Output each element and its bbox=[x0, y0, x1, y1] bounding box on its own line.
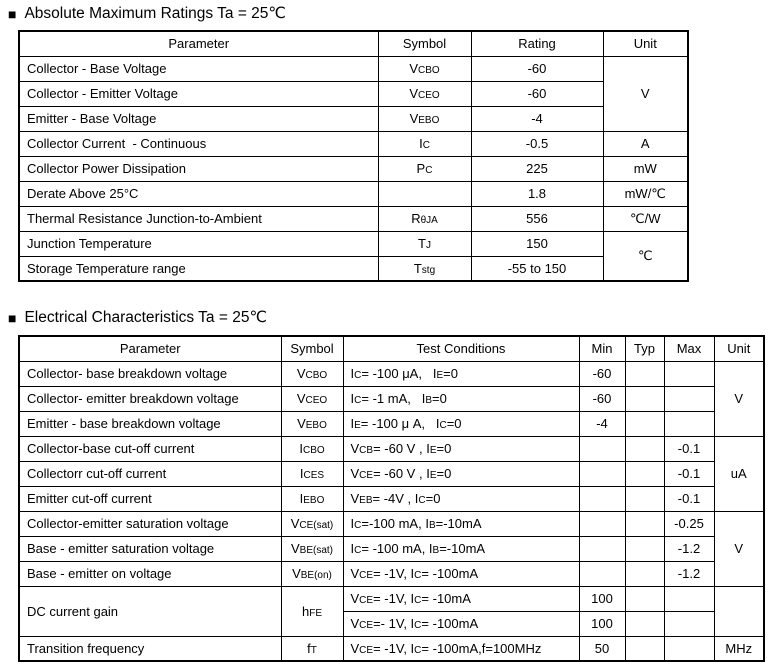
symbol-text: V bbox=[350, 466, 360, 481]
symbol-subscript: C bbox=[425, 165, 433, 176]
symbol-text: I bbox=[432, 366, 437, 381]
symbol-text: I bbox=[419, 136, 423, 151]
symbol-subscript: C bbox=[418, 495, 426, 506]
max-cell bbox=[664, 636, 714, 661]
symbol-text: = -100 μ A, bbox=[360, 416, 436, 431]
table-row bbox=[19, 81, 688, 106]
symbol-subscript: CE bbox=[359, 620, 374, 631]
symbol-subscript: C bbox=[354, 370, 362, 381]
symbol-cell bbox=[281, 636, 343, 661]
symbol-subscript: CBO bbox=[305, 370, 328, 381]
symbol-text: I bbox=[299, 441, 303, 456]
symbol-text: h bbox=[301, 603, 310, 619]
symbol-text: = -1 mA, bbox=[361, 391, 422, 406]
min-cell: 50 bbox=[579, 636, 625, 661]
symbol-text: =0 bbox=[436, 466, 452, 481]
symbol-text: I bbox=[350, 391, 355, 406]
symbol-text: V bbox=[292, 566, 301, 581]
symbol-text: = -100 μA, bbox=[361, 366, 433, 381]
min-cell: 100 bbox=[579, 586, 625, 611]
test-conditions-cell bbox=[343, 511, 579, 536]
symbol-cell bbox=[281, 361, 343, 386]
symbol-text: I bbox=[410, 591, 415, 606]
symbol-subscript: B bbox=[432, 545, 440, 556]
symbol-text: = -100mA bbox=[421, 616, 479, 631]
symbol-subscript: B bbox=[425, 395, 432, 406]
symbol-cell bbox=[378, 181, 471, 206]
typ-cell bbox=[625, 411, 664, 436]
table-row bbox=[19, 386, 764, 411]
rating-cell: 150 bbox=[471, 231, 603, 256]
symbol-text: = -1V, bbox=[373, 566, 411, 581]
symbol-text: V bbox=[409, 111, 419, 126]
unit-cell: ℃ bbox=[603, 231, 688, 281]
typ-cell bbox=[625, 536, 664, 561]
max-cell bbox=[664, 361, 714, 386]
symbol-text: I bbox=[426, 441, 430, 456]
symbol-cell bbox=[281, 411, 343, 436]
header-cell-rating: Rating bbox=[471, 31, 603, 56]
param-cell: Emitter cut-off current bbox=[19, 486, 281, 511]
symbol-text: V bbox=[290, 541, 300, 556]
symbol-text: I bbox=[410, 566, 415, 581]
symbol-text: V bbox=[350, 640, 360, 656]
symbol-cell bbox=[281, 511, 343, 536]
max-cell: -0.1 bbox=[664, 486, 714, 511]
symbol-subscript: C bbox=[414, 595, 422, 606]
header-cell-test-conditions: Test Conditions bbox=[343, 336, 579, 361]
unit-cell bbox=[714, 586, 764, 636]
symbol-text: f bbox=[307, 640, 311, 656]
symbol-cell bbox=[281, 536, 343, 561]
symbol-subscript: EB bbox=[359, 495, 373, 506]
min-cell bbox=[579, 536, 625, 561]
symbol-subscript: B bbox=[428, 520, 436, 531]
rating-cell: 225 bbox=[471, 156, 603, 181]
symbol-subscript: J bbox=[425, 240, 431, 251]
param-cell: Collector - Emitter Voltage bbox=[19, 81, 378, 106]
symbol-subscript: T bbox=[310, 644, 317, 656]
typ-cell bbox=[625, 511, 664, 536]
symbol-cell bbox=[378, 231, 471, 256]
table-row bbox=[19, 461, 764, 486]
max-cell: -0.1 bbox=[664, 461, 714, 486]
unit-cell: mW bbox=[603, 156, 688, 181]
symbol-text: P bbox=[416, 161, 426, 176]
symbol-text: T bbox=[413, 260, 422, 276]
table-row bbox=[19, 131, 688, 156]
section-bullet-icon: ■ bbox=[8, 309, 17, 326]
symbol-subscript: CBO bbox=[418, 65, 440, 76]
symbol-subscript: E bbox=[429, 445, 437, 456]
max-cell bbox=[664, 611, 714, 636]
param-cell: Base - emitter on voltage bbox=[19, 561, 281, 586]
test-conditions-cell bbox=[343, 586, 579, 611]
rating-cell: -55 to 150 bbox=[471, 256, 603, 281]
table-row bbox=[19, 486, 764, 511]
unit-cell: V bbox=[603, 56, 688, 131]
symbol-cell bbox=[378, 156, 471, 181]
electrical-characteristics-table bbox=[18, 335, 765, 662]
symbol-cell bbox=[378, 81, 471, 106]
test-conditions-cell bbox=[343, 386, 579, 411]
rating-cell: -60 bbox=[471, 56, 603, 81]
symbol-text: =-100 mA, bbox=[361, 516, 426, 531]
header-cell-symbol: Symbol bbox=[281, 336, 343, 361]
symbol-subscript: EBO bbox=[303, 495, 325, 506]
max-cell: -0.25 bbox=[664, 511, 714, 536]
symbol-subscript: C bbox=[354, 545, 362, 556]
table-header-row bbox=[19, 336, 764, 361]
symbol-text: I bbox=[414, 491, 419, 506]
unit-cell: A bbox=[603, 131, 688, 156]
typ-cell bbox=[625, 461, 664, 486]
typ-cell bbox=[625, 636, 664, 661]
symbol-subscript: CB bbox=[359, 445, 374, 456]
unit-cell: V bbox=[714, 361, 764, 436]
min-cell bbox=[579, 511, 625, 536]
section-title-absolute-maximum-ratings bbox=[8, 4, 286, 23]
symbol-text: =-10mA bbox=[435, 516, 482, 531]
max-cell bbox=[664, 586, 714, 611]
symbol-text: I bbox=[299, 491, 304, 506]
unit-cell: mW/℃ bbox=[603, 181, 688, 206]
symbol-text: I bbox=[350, 366, 355, 381]
symbol-subscript: stg bbox=[421, 264, 436, 276]
symbol-text: I bbox=[350, 541, 355, 556]
typ-cell bbox=[625, 586, 664, 611]
header-cell-parameter: Parameter bbox=[19, 31, 378, 56]
symbol-subscript: CE bbox=[359, 570, 374, 581]
table-row bbox=[19, 156, 688, 181]
symbol-text: V bbox=[350, 591, 360, 606]
symbol-text: I bbox=[350, 516, 355, 531]
symbol-text: = -1V, bbox=[373, 591, 411, 606]
symbol-text: =0 bbox=[425, 491, 441, 506]
symbol-cell bbox=[378, 56, 471, 81]
param-cell: Collector - Base Voltage bbox=[19, 56, 378, 81]
param-cell: Junction Temperature bbox=[19, 231, 378, 256]
symbol-subscript: FE bbox=[309, 607, 322, 619]
min-cell bbox=[579, 486, 625, 511]
param-cell: Collector-emitter saturation voltage bbox=[19, 511, 281, 536]
table-row bbox=[19, 561, 764, 586]
table-row bbox=[19, 636, 764, 661]
symbol-text: V bbox=[296, 391, 306, 406]
symbol-cell bbox=[378, 256, 471, 281]
symbol-subscript: C bbox=[414, 620, 422, 631]
param-cell: Collector- emitter breakdown voltage bbox=[19, 386, 281, 411]
symbol-text: V bbox=[350, 566, 360, 581]
min-cell bbox=[579, 461, 625, 486]
symbol-subscript: θJA bbox=[420, 215, 438, 226]
symbol-text: =0 bbox=[446, 416, 462, 431]
symbol-text: I bbox=[299, 466, 304, 481]
typ-cell bbox=[625, 361, 664, 386]
param-cell: Base - emitter saturation voltage bbox=[19, 536, 281, 561]
table-row bbox=[19, 256, 688, 281]
symbol-text: = -10mA bbox=[421, 591, 471, 606]
absolute-maximum-ratings-table bbox=[18, 30, 689, 282]
typ-cell bbox=[625, 486, 664, 511]
table-row bbox=[19, 231, 688, 256]
test-conditions-cell bbox=[343, 461, 579, 486]
symbol-subscript: BE(sat) bbox=[299, 545, 333, 556]
table-row bbox=[19, 586, 764, 611]
symbol-cell bbox=[281, 386, 343, 411]
param-cell: Collector Current - Continuous bbox=[19, 131, 378, 156]
symbol-subscript: CEO bbox=[418, 90, 440, 101]
symbol-text: I bbox=[435, 416, 440, 431]
header-cell-max: Max bbox=[664, 336, 714, 361]
table-header-row bbox=[19, 31, 688, 56]
max-cell bbox=[664, 411, 714, 436]
section-title-text: Absolute Maximum Ratings Ta = 25℃ bbox=[24, 5, 286, 22]
symbol-text: =- 1V, bbox=[373, 616, 411, 631]
symbol-text: I bbox=[426, 466, 430, 481]
rating-cell: -60 bbox=[471, 81, 603, 106]
symbol-subscript: C bbox=[354, 395, 362, 406]
symbol-cell bbox=[378, 106, 471, 131]
max-cell: -1.2 bbox=[664, 536, 714, 561]
symbol-cell bbox=[281, 461, 343, 486]
typ-cell bbox=[625, 561, 664, 586]
typ-cell bbox=[625, 436, 664, 461]
symbol-subscript: E bbox=[429, 470, 437, 481]
symbol-text: V bbox=[350, 616, 360, 631]
table-row bbox=[19, 106, 688, 131]
param-cell: Emitter - base breakdown voltage bbox=[19, 411, 281, 436]
header-cell-unit: Unit bbox=[603, 31, 688, 56]
table-row bbox=[19, 361, 764, 386]
unit-cell: uA bbox=[714, 436, 764, 511]
unit-cell: V bbox=[714, 511, 764, 586]
symbol-text: = -60 V , bbox=[373, 466, 427, 481]
param-cell: Emitter - Base Voltage bbox=[19, 106, 378, 131]
test-conditions-cell bbox=[343, 611, 579, 636]
param-cell: Transition frequency bbox=[19, 636, 281, 661]
typ-cell bbox=[625, 611, 664, 636]
symbol-text: I bbox=[428, 541, 433, 556]
header-cell-symbol: Symbol bbox=[378, 31, 471, 56]
symbol-text: I bbox=[350, 416, 355, 431]
max-cell: -1.2 bbox=[664, 561, 714, 586]
test-conditions-cell bbox=[343, 436, 579, 461]
rating-cell: -0.5 bbox=[471, 131, 603, 156]
symbol-subscript: CES bbox=[303, 470, 325, 481]
symbol-text: = -100 mA, bbox=[361, 541, 429, 556]
test-conditions-cell bbox=[343, 636, 579, 661]
symbol-subscript: CE bbox=[359, 644, 374, 656]
table-row bbox=[19, 56, 688, 81]
symbol-text: I bbox=[421, 391, 426, 406]
table-row bbox=[19, 436, 764, 461]
symbol-subscript: BE(on) bbox=[300, 570, 332, 581]
min-cell: -60 bbox=[579, 361, 625, 386]
symbol-cell bbox=[378, 131, 471, 156]
test-conditions-cell bbox=[343, 486, 579, 511]
symbol-text: =-10mA bbox=[439, 541, 486, 556]
min-cell: 100 bbox=[579, 611, 625, 636]
symbol-cell bbox=[378, 206, 471, 231]
section-title-electrical-characteristics bbox=[8, 308, 267, 327]
symbol-cell bbox=[281, 436, 343, 461]
symbol-subscript: CE bbox=[359, 595, 374, 606]
symbol-text: V bbox=[350, 491, 360, 506]
symbol-subscript: C bbox=[422, 140, 430, 151]
symbol-subscript: C bbox=[354, 520, 362, 531]
unit-cell: ℃/W bbox=[603, 206, 688, 231]
table-row bbox=[19, 181, 688, 206]
table-row bbox=[19, 536, 764, 561]
table-row bbox=[19, 206, 688, 231]
param-cell: DC current gain bbox=[19, 586, 281, 636]
symbol-text: V bbox=[296, 366, 306, 381]
param-cell: Thermal Resistance Junction-to-Ambient bbox=[19, 206, 378, 231]
symbol-text: V bbox=[409, 61, 418, 76]
symbol-subscript: CEO bbox=[305, 395, 328, 406]
symbol-text: = -100mA,f=100MHz bbox=[421, 640, 542, 656]
param-cell: Collector Power Dissipation bbox=[19, 156, 378, 181]
min-cell: -4 bbox=[579, 411, 625, 436]
header-cell-parameter: Parameter bbox=[19, 336, 281, 361]
symbol-text: = -100mA bbox=[421, 566, 479, 581]
symbol-text: =0 bbox=[443, 366, 458, 381]
max-cell: -0.1 bbox=[664, 436, 714, 461]
section-title-text: Electrical Characteristics Ta = 25℃ bbox=[24, 309, 267, 326]
rating-cell: -4 bbox=[471, 106, 603, 131]
param-cell: Collectorr cut-off current bbox=[19, 461, 281, 486]
param-cell: Collector-base cut-off current bbox=[19, 436, 281, 461]
symbol-text: I bbox=[410, 640, 415, 656]
test-conditions-cell bbox=[343, 411, 579, 436]
unit-cell: MHz bbox=[714, 636, 764, 661]
symbol-subscript: EBO bbox=[305, 420, 327, 431]
min-cell bbox=[579, 436, 625, 461]
max-cell bbox=[664, 386, 714, 411]
symbol-cell bbox=[281, 586, 343, 636]
symbol-cell bbox=[281, 561, 343, 586]
symbol-text: V bbox=[350, 441, 360, 456]
table-row bbox=[19, 511, 764, 536]
header-cell-typ: Typ bbox=[625, 336, 664, 361]
symbol-subscript: C bbox=[414, 644, 422, 656]
symbol-text: V bbox=[409, 86, 418, 101]
header-cell-unit: Unit bbox=[714, 336, 764, 361]
symbol-text: = -4V , bbox=[372, 491, 415, 506]
test-conditions-cell bbox=[343, 561, 579, 586]
symbol-subscript: C bbox=[414, 570, 422, 581]
symbol-subscript: CBO bbox=[302, 445, 325, 456]
param-cell: Storage Temperature range bbox=[19, 256, 378, 281]
symbol-subscript: CE(sat) bbox=[299, 520, 334, 531]
symbol-subscript: EBO bbox=[418, 115, 440, 126]
symbol-text: T bbox=[418, 236, 426, 251]
header-cell-min: Min bbox=[579, 336, 625, 361]
symbol-text: =0 bbox=[431, 391, 447, 406]
test-conditions-cell bbox=[343, 361, 579, 386]
symbol-subscript: E bbox=[354, 420, 361, 431]
symbol-text: = -60 V , bbox=[373, 441, 427, 456]
rating-cell: 556 bbox=[471, 206, 603, 231]
symbol-subscript: CE bbox=[359, 470, 374, 481]
table-row bbox=[19, 411, 764, 436]
symbol-subscript: E bbox=[436, 370, 444, 381]
symbol-text: I bbox=[410, 616, 415, 631]
symbol-text: =0 bbox=[436, 441, 452, 456]
rating-cell: 1.8 bbox=[471, 181, 603, 206]
min-cell: -60 bbox=[579, 386, 625, 411]
symbol-cell bbox=[281, 486, 343, 511]
typ-cell bbox=[625, 386, 664, 411]
min-cell bbox=[579, 561, 625, 586]
param-cell: Derate Above 25°C bbox=[19, 181, 378, 206]
symbol-text: = -1V, bbox=[373, 640, 411, 656]
param-cell: Collector- base breakdown voltage bbox=[19, 361, 281, 386]
test-conditions-cell bbox=[343, 536, 579, 561]
section-bullet-icon: ■ bbox=[8, 5, 17, 22]
symbol-subscript: C bbox=[439, 420, 447, 431]
symbol-text: V bbox=[290, 516, 300, 531]
symbol-text: R bbox=[411, 211, 421, 226]
symbol-text: V bbox=[297, 416, 306, 431]
symbol-text: I bbox=[425, 516, 429, 531]
